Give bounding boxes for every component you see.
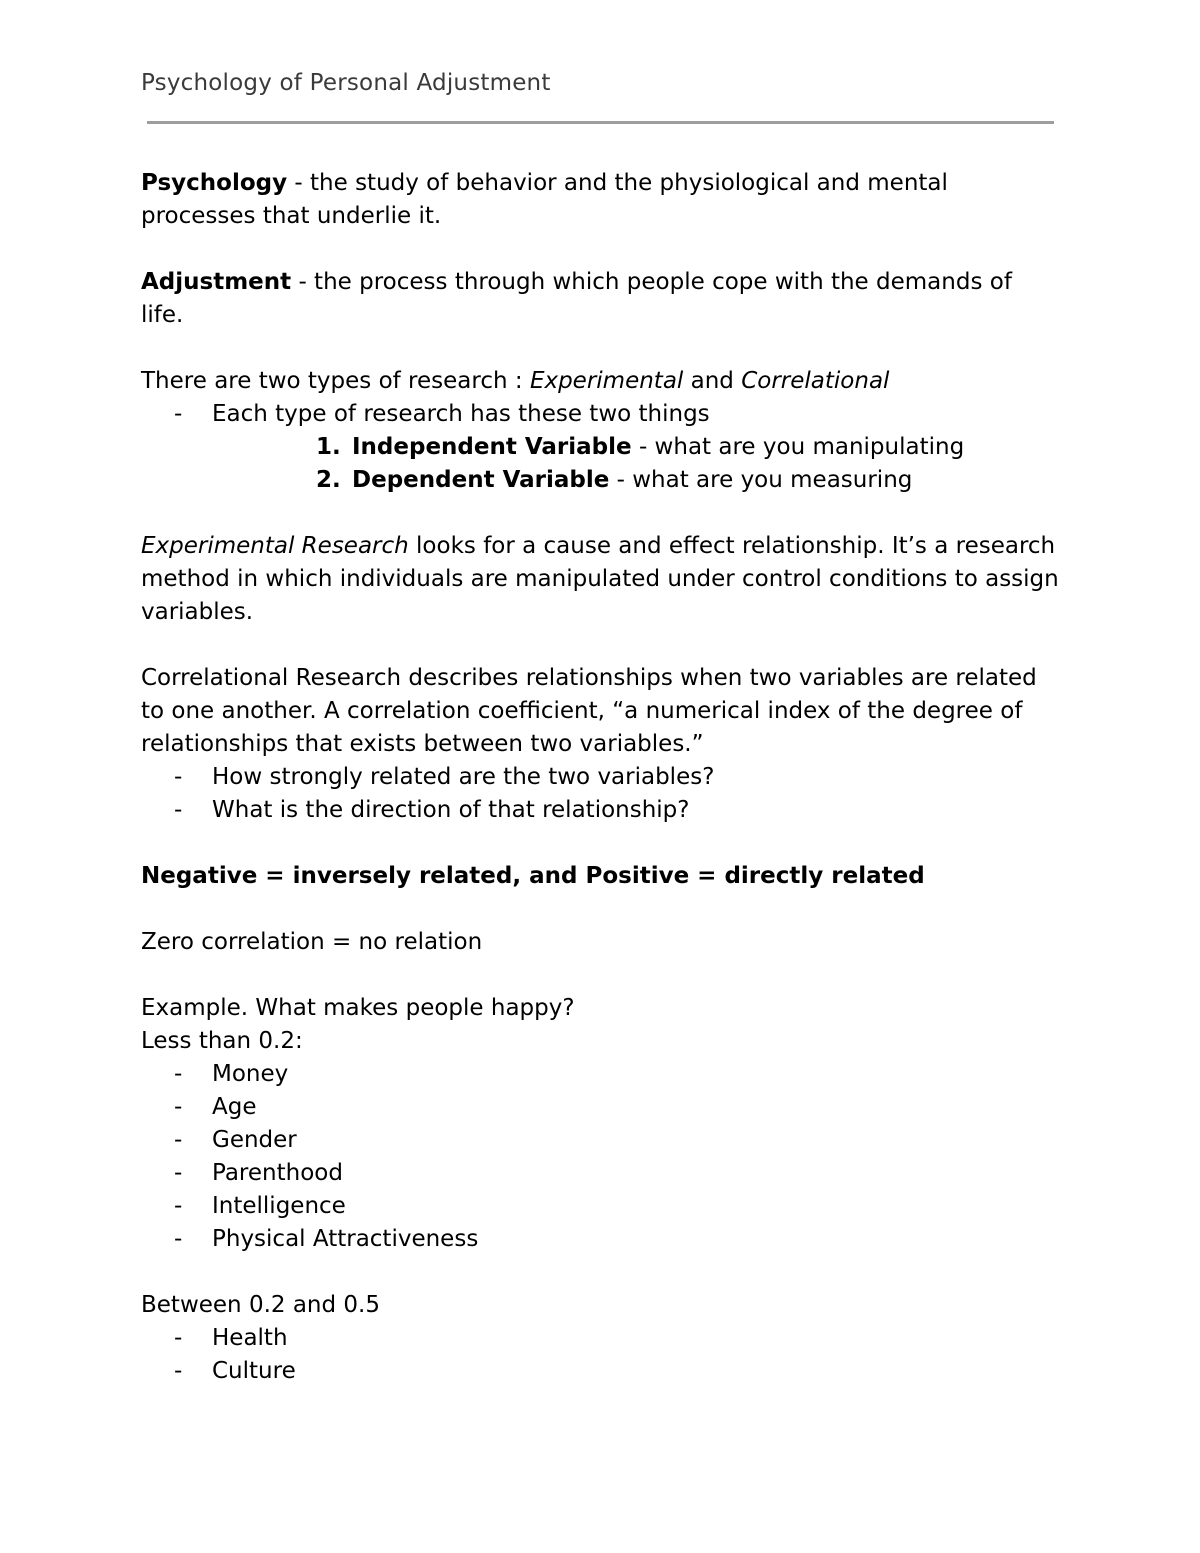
research-type-experimental: Experimental: [529, 368, 684, 394]
list-item-text: Culture: [212, 1358, 296, 1384]
list-item-text: Age: [212, 1094, 257, 1120]
experimental-research-paragraph: [141, 530, 1061, 629]
adjustment-term: Adjustment: [141, 269, 292, 295]
list-item: [141, 1223, 1061, 1256]
spacer: [141, 893, 1061, 926]
experimental-research-term: Experimental Research: [141, 533, 409, 559]
list-item-text: Physical Attractiveness: [212, 1226, 479, 1252]
list-item: [141, 761, 1061, 794]
variable-desc: - what are you manipulating: [631, 434, 965, 460]
list-number: 2.: [316, 467, 341, 493]
list-item-text: Intelligence: [212, 1193, 346, 1219]
spacer: [141, 629, 1061, 662]
list-item-text: Gender: [212, 1127, 297, 1153]
list-item: [141, 1322, 1061, 1355]
research-type-correlational: Correlational: [741, 368, 890, 394]
relation-note-text: Negative = inversely related, and Positive = directly related: [141, 863, 925, 889]
bullet-dash: -: [174, 1094, 183, 1120]
variables-list: [141, 431, 1061, 497]
psychology-definition-text: - the study of behavior and the physiological and mental processes that underlie it.: [141, 170, 948, 229]
between-list: [141, 1322, 1061, 1388]
spacer: [141, 332, 1061, 365]
research-types-and: and: [683, 368, 742, 394]
less-than-label: Less than 0.2:: [141, 1028, 303, 1054]
list-item: [141, 1355, 1061, 1388]
adjustment-definition: [141, 266, 1061, 332]
list-item-text: Health: [212, 1325, 288, 1351]
research-types-intro: [141, 365, 1061, 398]
variable-term: Dependent Variable: [352, 467, 610, 493]
document-body: [141, 167, 1061, 1388]
adjustment-definition-text: - the process through which people cope with the demands of life.: [141, 269, 1012, 328]
list-item-text: Parenthood: [212, 1160, 343, 1186]
example-question: Example. What makes people happy?: [141, 995, 575, 1021]
spacer: [141, 233, 1061, 266]
list-item-text: Each type of research has these two things: [212, 401, 710, 427]
spacer: [141, 959, 1061, 992]
less-than-list: [141, 1058, 1061, 1256]
correlational-research-paragraph: Correlational Research describes relationships when two variables are related to one another. A correlation coefficient, “a numerical index of the degree of relationships that exists between two variables.”: [141, 665, 1037, 757]
spacer: [141, 497, 1061, 530]
page-header-title: Psychology of Personal Adjustment: [141, 70, 551, 96]
list-item: [141, 1190, 1061, 1223]
list-item-independent-variable: [141, 431, 1061, 464]
bullet-dash: -: [174, 1226, 183, 1252]
list-item: [141, 794, 1061, 827]
bullet-dash: -: [174, 1160, 183, 1186]
relation-note: [141, 860, 1061, 893]
spacer: [141, 1256, 1061, 1289]
list-number: 1.: [316, 434, 341, 460]
experimental-research-text: looks for a cause and effect relationship. It’s a research method in which individuals are manipulated under control conditions to assign variables.: [141, 533, 1059, 625]
bullet-dash: -: [174, 764, 183, 790]
list-item: [141, 398, 1061, 431]
bullet-dash: -: [174, 1193, 183, 1219]
list-item-text: How strongly related are the two variables?: [212, 764, 715, 790]
list-item: [141, 1091, 1061, 1124]
zero-correlation-note: Zero correlation = no relation: [141, 929, 483, 955]
list-item: [141, 1124, 1061, 1157]
bullet-dash: -: [174, 401, 183, 427]
psychology-definition: [141, 167, 1061, 233]
research-types-bullets: [141, 398, 1061, 431]
bullet-dash: -: [174, 1358, 183, 1384]
list-item-text: What is the direction of that relationship?: [212, 797, 690, 823]
list-item-text: Money: [212, 1061, 289, 1087]
bullet-dash: -: [174, 797, 183, 823]
variable-term: Independent Variable: [352, 434, 632, 460]
list-item: [141, 1157, 1061, 1190]
spacer: [141, 827, 1061, 860]
research-types-intro-text: There are two types of research :: [141, 368, 530, 394]
psychology-term: Psychology: [141, 170, 288, 196]
header-divider: [147, 121, 1054, 124]
correlational-bullets: [141, 761, 1061, 827]
variable-desc: - what are you measuring: [609, 467, 913, 493]
list-item-dependent-variable: [141, 464, 1061, 497]
bullet-dash: -: [174, 1325, 183, 1351]
between-label: Between 0.2 and 0.5: [141, 1292, 380, 1318]
bullet-dash: -: [174, 1061, 183, 1087]
list-item: [141, 1058, 1061, 1091]
bullet-dash: -: [174, 1127, 183, 1153]
